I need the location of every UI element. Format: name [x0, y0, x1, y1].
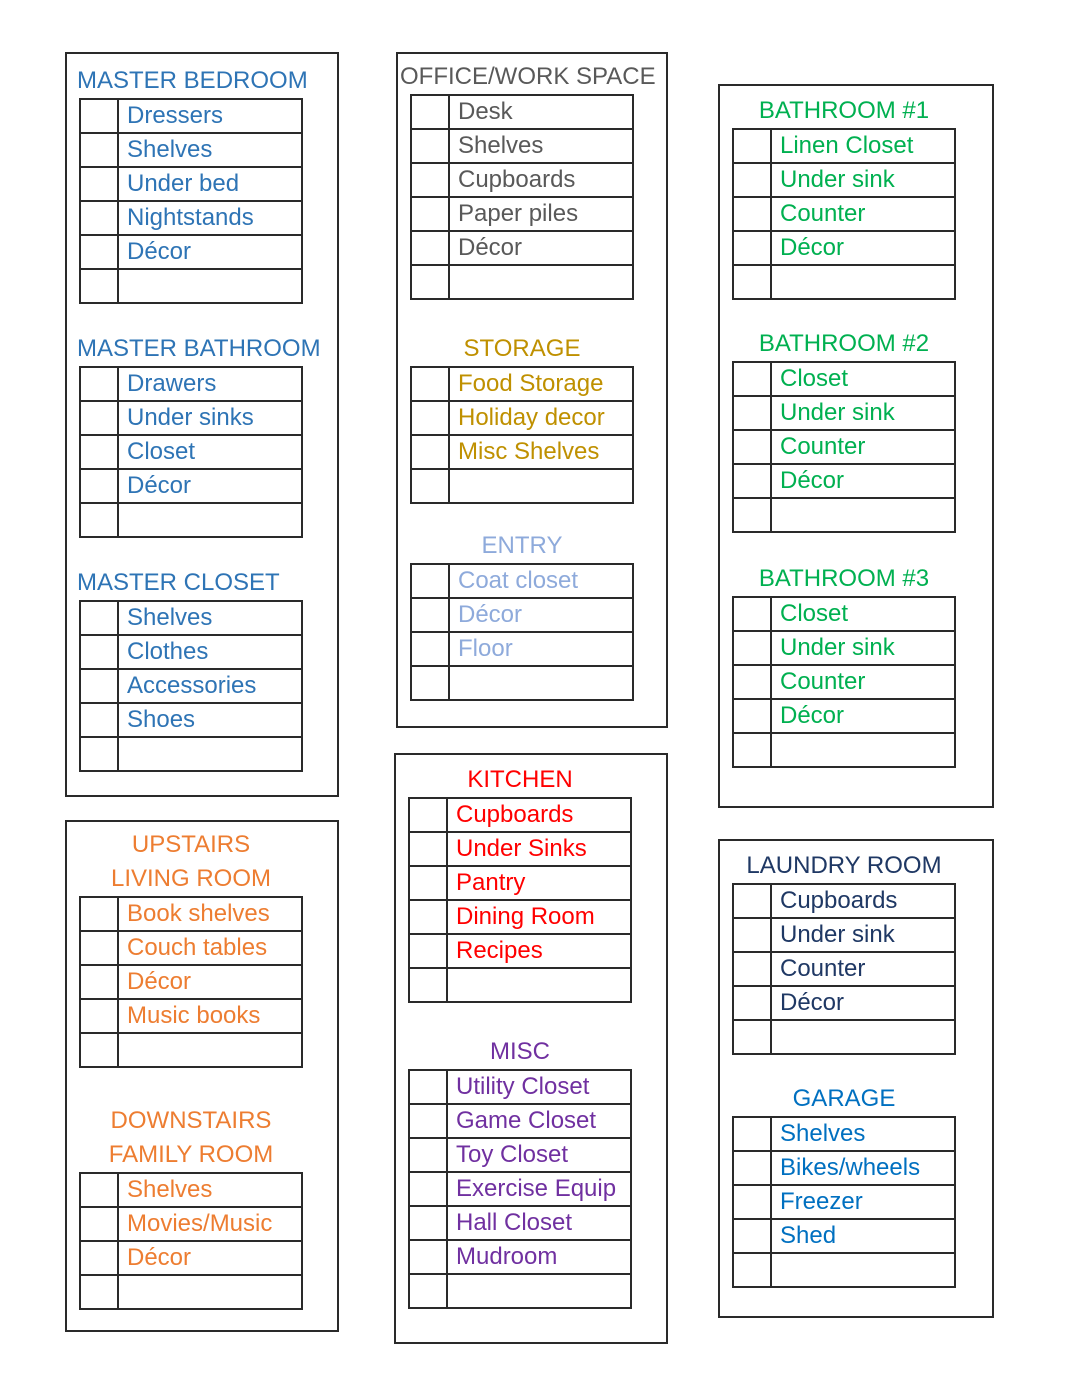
item-label: Cupboards — [447, 798, 631, 832]
checkbox-cell[interactable] — [411, 401, 449, 435]
checklist-row — [80, 1173, 302, 1207]
checklist-row — [80, 703, 302, 737]
section-title-line: DOWNSTAIRS — [110, 1107, 272, 1134]
checklist-table — [732, 883, 956, 1055]
checkbox-cell[interactable] — [733, 1219, 771, 1253]
checkbox-cell[interactable] — [80, 133, 118, 167]
section-title-line: FAMILY ROOM — [108, 1141, 274, 1168]
item-label — [118, 1275, 302, 1309]
checkbox-cell[interactable] — [80, 931, 118, 965]
checklist-row — [409, 866, 631, 900]
section-title — [69, 828, 313, 896]
checkbox-cell[interactable] — [733, 1151, 771, 1185]
checkbox-cell[interactable] — [733, 231, 771, 265]
checkbox-cell[interactable] — [409, 1138, 447, 1172]
card-office-storage-entry — [396, 52, 668, 728]
checklist-row — [733, 1117, 955, 1151]
section-master-closet — [79, 566, 303, 772]
checklist-table — [79, 366, 303, 538]
item-label — [118, 1033, 302, 1067]
checklist-row — [409, 968, 631, 1002]
item-label: Freezer — [771, 1185, 955, 1219]
checklist-table — [732, 128, 956, 300]
checklist-row — [409, 1240, 631, 1274]
checklist-table — [732, 1116, 956, 1288]
checklist-row — [80, 1275, 302, 1309]
checkbox-cell[interactable] — [733, 631, 771, 665]
checkbox-cell[interactable] — [411, 435, 449, 469]
checklist-row — [80, 999, 302, 1033]
checklist-row — [80, 99, 302, 133]
checklist-table — [410, 94, 634, 300]
item-label: Under sinks — [118, 401, 302, 435]
section-kitchen — [408, 763, 632, 1003]
checklist-row — [409, 1206, 631, 1240]
checkbox-cell[interactable] — [409, 1070, 447, 1104]
checklist-row — [733, 1151, 955, 1185]
checkbox-cell[interactable] — [733, 430, 771, 464]
checkbox-cell[interactable] — [733, 498, 771, 532]
checklist-row — [409, 1104, 631, 1138]
section-misc — [408, 1035, 632, 1309]
card-bathrooms — [718, 84, 994, 808]
checkbox-cell[interactable] — [733, 396, 771, 430]
section-title: BATHROOM #2 — [758, 330, 930, 357]
checklist-row — [409, 900, 631, 934]
checklist-row — [80, 401, 302, 435]
checkbox-cell[interactable] — [411, 265, 449, 299]
checklist-row — [409, 1070, 631, 1104]
checkbox-cell[interactable] — [80, 235, 118, 269]
checkbox-cell[interactable] — [733, 597, 771, 631]
checklist-table — [79, 98, 303, 304]
item-label: Misc Shelves — [449, 435, 633, 469]
checklist-row — [80, 897, 302, 931]
checklist-table — [410, 366, 634, 504]
checkbox-cell[interactable] — [409, 1206, 447, 1240]
item-label: Bikes/wheels — [771, 1151, 955, 1185]
checklist-row — [80, 435, 302, 469]
checkbox-cell[interactable] — [409, 900, 447, 934]
item-label: Décor — [771, 231, 955, 265]
checkbox-cell[interactable] — [411, 95, 449, 129]
section-title: MISC — [490, 1038, 550, 1065]
checkbox-cell[interactable] — [80, 601, 118, 635]
checklist-row — [409, 934, 631, 968]
checkbox-cell[interactable] — [409, 832, 447, 866]
item-label — [447, 968, 631, 1002]
section-title: OFFICE/WORK SPACE — [400, 63, 656, 90]
checklist-row — [733, 265, 955, 299]
checklist-row — [409, 1274, 631, 1308]
item-label: Exercise Equip — [447, 1172, 631, 1206]
item-label: Shelves — [118, 1173, 302, 1207]
checkbox-cell[interactable] — [80, 999, 118, 1033]
checklist-row — [411, 469, 633, 503]
section-title: BATHROOM #1 — [758, 97, 930, 124]
section-laundry-room — [732, 849, 956, 1055]
checklist-row — [411, 129, 633, 163]
checklist-row — [80, 269, 302, 303]
checklist-row — [733, 1219, 955, 1253]
item-label: Shelves — [118, 133, 302, 167]
item-label: Décor — [118, 965, 302, 999]
checklist-row — [80, 133, 302, 167]
item-label: Floor — [449, 632, 633, 666]
item-label: Counter — [771, 952, 955, 986]
item-label: Counter — [771, 665, 955, 699]
section-bathroom-3 — [732, 562, 956, 768]
item-label: Décor — [118, 469, 302, 503]
checklist-row — [733, 163, 955, 197]
checkbox-cell[interactable] — [80, 503, 118, 537]
item-label: Décor — [449, 598, 633, 632]
checklist-row — [411, 666, 633, 700]
item-label: Closet — [771, 362, 955, 396]
item-label — [118, 503, 302, 537]
checkbox-cell[interactable] — [411, 632, 449, 666]
checklist-table — [732, 361, 956, 533]
section-title: GARAGE — [792, 1085, 896, 1112]
item-label: Clothes — [118, 635, 302, 669]
item-label — [771, 265, 955, 299]
checkbox-cell[interactable] — [733, 163, 771, 197]
card-laundry-garage — [718, 839, 994, 1318]
item-label: Nightstands — [118, 201, 302, 235]
checkbox-cell[interactable] — [80, 201, 118, 235]
card-kitchen-misc — [394, 753, 668, 1344]
checklist-row — [411, 197, 633, 231]
checklist-row — [411, 95, 633, 129]
checklist-row — [733, 129, 955, 163]
checkbox-cell[interactable] — [411, 163, 449, 197]
checklist-row — [411, 435, 633, 469]
section-title: BATHROOM #3 — [758, 565, 930, 592]
checklist-row — [80, 1033, 302, 1067]
item-label — [449, 265, 633, 299]
item-label: Linen Closet — [771, 129, 955, 163]
checkbox-cell[interactable] — [411, 231, 449, 265]
checkbox-cell[interactable] — [733, 699, 771, 733]
item-label: Closet — [771, 597, 955, 631]
item-label: Shelves — [449, 129, 633, 163]
item-label: Shoes — [118, 703, 302, 737]
checkbox-cell[interactable] — [80, 469, 118, 503]
checkbox-cell[interactable] — [733, 665, 771, 699]
checkbox-cell[interactable] — [411, 129, 449, 163]
section-title: STORAGE — [463, 335, 581, 362]
checkbox-cell[interactable] — [80, 703, 118, 737]
checkbox-cell[interactable] — [411, 666, 449, 700]
checklist-row — [80, 601, 302, 635]
item-label: Décor — [118, 1241, 302, 1275]
item-label — [449, 469, 633, 503]
item-label — [118, 737, 302, 771]
checkbox-cell[interactable] — [80, 897, 118, 931]
section-title-line: UPSTAIRS — [131, 831, 251, 858]
item-label: Shelves — [771, 1117, 955, 1151]
section-bathroom-2 — [732, 327, 956, 533]
checkbox-cell[interactable] — [80, 99, 118, 133]
item-label: Under sink — [771, 396, 955, 430]
item-label: Closet — [118, 435, 302, 469]
checkbox-cell[interactable] — [733, 1020, 771, 1054]
checkbox-cell[interactable] — [411, 367, 449, 401]
checklist-row — [80, 737, 302, 771]
item-label: Pantry — [447, 866, 631, 900]
item-label — [771, 498, 955, 532]
item-label: Desk — [449, 95, 633, 129]
section-entry — [410, 529, 634, 701]
section-office — [400, 60, 656, 300]
checkbox-cell[interactable] — [411, 598, 449, 632]
checklist-row — [411, 231, 633, 265]
checklist-row — [733, 597, 955, 631]
checkbox-cell[interactable] — [733, 1117, 771, 1151]
checkbox-cell[interactable] — [409, 1172, 447, 1206]
checklist-row — [80, 1241, 302, 1275]
item-label — [771, 1253, 955, 1287]
checkbox-cell[interactable] — [733, 265, 771, 299]
checklist-table — [79, 896, 303, 1068]
item-label: Music books — [118, 999, 302, 1033]
item-label: Under sink — [771, 918, 955, 952]
item-label: Counter — [771, 197, 955, 231]
checkbox-cell[interactable] — [733, 197, 771, 231]
section-master-bedroom — [77, 64, 308, 304]
checklist-table — [408, 1069, 632, 1309]
checkbox-cell[interactable] — [733, 733, 771, 767]
item-label: Shelves — [118, 601, 302, 635]
item-label: Food Storage — [449, 367, 633, 401]
checkbox-cell[interactable] — [409, 1274, 447, 1308]
item-label: Under Sinks — [447, 832, 631, 866]
checkbox-cell[interactable] — [733, 129, 771, 163]
item-label: Décor — [771, 699, 955, 733]
item-label: Drawers — [118, 367, 302, 401]
item-label: Recipes — [447, 934, 631, 968]
checklist-row — [733, 430, 955, 464]
item-label: Décor — [771, 986, 955, 1020]
item-label: Game Closet — [447, 1104, 631, 1138]
checklist-row — [411, 265, 633, 299]
item-label — [771, 1020, 955, 1054]
section-title-line: LIVING ROOM — [110, 865, 272, 892]
checkbox-cell[interactable] — [411, 197, 449, 231]
checkbox-cell[interactable] — [409, 866, 447, 900]
checklist-row — [411, 163, 633, 197]
checkbox-cell[interactable] — [80, 1033, 118, 1067]
section-storage — [410, 332, 634, 504]
checklist-row — [733, 396, 955, 430]
checkbox-cell[interactable] — [409, 968, 447, 1002]
item-label — [449, 666, 633, 700]
checkbox-cell[interactable] — [80, 167, 118, 201]
checklist-table — [79, 600, 303, 772]
item-label: Couch tables — [118, 931, 302, 965]
checkbox-cell[interactable] — [733, 1185, 771, 1219]
checklist-table — [79, 1172, 303, 1310]
checkbox-cell[interactable] — [80, 1173, 118, 1207]
checklist-row — [80, 469, 302, 503]
checklist-row — [80, 367, 302, 401]
checkbox-cell[interactable] — [80, 401, 118, 435]
checklist-row — [733, 498, 955, 532]
item-label: Utility Closet — [447, 1070, 631, 1104]
checkbox-cell[interactable] — [80, 737, 118, 771]
item-label: Cupboards — [771, 884, 955, 918]
item-label: Décor — [118, 235, 302, 269]
checklist-row — [411, 632, 633, 666]
checklist-row — [733, 733, 955, 767]
checklist-row — [733, 197, 955, 231]
item-label: Book shelves — [118, 897, 302, 931]
checkbox-cell[interactable] — [409, 1240, 447, 1274]
checkbox-cell[interactable] — [80, 367, 118, 401]
section-title: MASTER BATHROOM — [77, 335, 321, 362]
checkbox-cell[interactable] — [733, 918, 771, 952]
checklist-row — [80, 931, 302, 965]
item-label: Counter — [771, 430, 955, 464]
item-label — [771, 733, 955, 767]
checklist-table — [732, 596, 956, 768]
checklist-row — [733, 665, 955, 699]
checkbox-cell[interactable] — [80, 635, 118, 669]
section-title — [69, 1104, 313, 1172]
checklist-row — [409, 798, 631, 832]
item-label: Under sink — [771, 163, 955, 197]
item-label: Movies/Music — [118, 1207, 302, 1241]
checkbox-cell[interactable] — [80, 965, 118, 999]
section-downstairs-family-room — [79, 1104, 303, 1310]
checklist-row — [80, 201, 302, 235]
checkbox-cell[interactable] — [80, 1207, 118, 1241]
item-label: Under bed — [118, 167, 302, 201]
checklist-row — [411, 401, 633, 435]
checklist-row — [733, 362, 955, 396]
checklist-row — [80, 167, 302, 201]
checklist-row — [80, 503, 302, 537]
checklist-row — [80, 1207, 302, 1241]
checkbox-cell[interactable] — [80, 1241, 118, 1275]
item-label: Holiday decor — [449, 401, 633, 435]
checklist-table — [410, 563, 634, 701]
item-label: Under sink — [771, 631, 955, 665]
checkbox-cell[interactable] — [409, 1104, 447, 1138]
checkbox-cell[interactable] — [411, 469, 449, 503]
section-garage — [732, 1082, 956, 1288]
item-label: Hall Closet — [447, 1206, 631, 1240]
checklist-row — [733, 918, 955, 952]
checklist-row — [733, 464, 955, 498]
item-label: Décor — [449, 231, 633, 265]
item-label: Paper piles — [449, 197, 633, 231]
checkbox-cell[interactable] — [411, 564, 449, 598]
checkbox-cell[interactable] — [80, 435, 118, 469]
checklist-row — [733, 884, 955, 918]
section-upstairs-living-room — [79, 828, 303, 1068]
checklist-row — [733, 231, 955, 265]
item-label: Shed — [771, 1219, 955, 1253]
checklist-row — [733, 1020, 955, 1054]
checklist-row — [411, 598, 633, 632]
checklist-row — [409, 1138, 631, 1172]
checkbox-cell[interactable] — [733, 1253, 771, 1287]
checklist-row — [80, 669, 302, 703]
checklist-row — [409, 832, 631, 866]
section-bathroom-1 — [732, 94, 956, 300]
item-label: Dining Room — [447, 900, 631, 934]
checklist-row — [733, 1185, 955, 1219]
checkbox-cell[interactable] — [80, 1275, 118, 1309]
checklist-row — [80, 235, 302, 269]
checklist-row — [409, 1172, 631, 1206]
item-label: Toy Closet — [447, 1138, 631, 1172]
checkbox-cell[interactable] — [733, 464, 771, 498]
section-title: KITCHEN — [467, 766, 573, 793]
card-living-areas — [65, 820, 339, 1332]
checklist-row — [80, 635, 302, 669]
section-title: ENTRY — [481, 532, 563, 559]
checklist-row — [411, 367, 633, 401]
checklist-row — [733, 1253, 955, 1287]
checklist-row — [733, 699, 955, 733]
item-label: Cupboards — [449, 163, 633, 197]
checkbox-cell[interactable] — [733, 986, 771, 1020]
item-label — [447, 1274, 631, 1308]
card-master-suite — [65, 52, 339, 797]
checkbox-cell[interactable] — [733, 952, 771, 986]
item-label: Dressers — [118, 99, 302, 133]
section-title: MASTER CLOSET — [77, 569, 280, 596]
section-title: MASTER BEDROOM — [77, 67, 308, 94]
checklist-row — [411, 564, 633, 598]
checklist-row — [733, 986, 955, 1020]
checkbox-cell[interactable] — [409, 798, 447, 832]
item-label — [118, 269, 302, 303]
checkbox-cell[interactable] — [409, 934, 447, 968]
checklist-row — [733, 952, 955, 986]
checkbox-cell[interactable] — [733, 362, 771, 396]
checkbox-cell[interactable] — [733, 884, 771, 918]
checklist-row — [80, 965, 302, 999]
section-master-bathroom — [77, 332, 321, 538]
checklist-row — [733, 631, 955, 665]
item-label: Coat closet — [449, 564, 633, 598]
item-label: Décor — [771, 464, 955, 498]
checklist-table — [408, 797, 632, 1003]
item-label: Accessories — [118, 669, 302, 703]
checkbox-cell[interactable] — [80, 669, 118, 703]
checkbox-cell[interactable] — [80, 269, 118, 303]
section-title: LAUNDRY ROOM — [746, 852, 942, 879]
item-label: Mudroom — [447, 1240, 631, 1274]
